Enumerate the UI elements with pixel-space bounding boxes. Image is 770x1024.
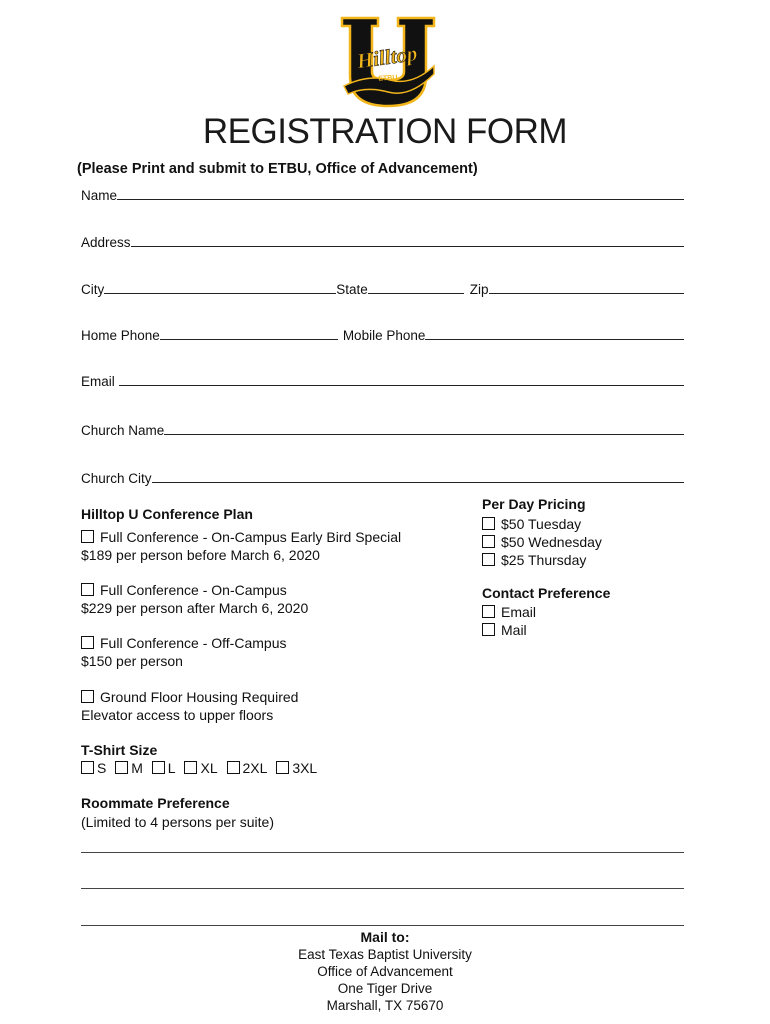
plan-title: Hilltop U Conference Plan (81, 506, 253, 522)
name-label: Name (81, 188, 118, 203)
email-field-row (81, 374, 684, 389)
church-name-field-row (81, 423, 684, 438)
plan-option (81, 581, 308, 617)
tshirt-title: T-Shirt Size (81, 742, 158, 758)
mail-address-line: Marshall, TX 75670 (326, 998, 444, 1013)
roommate-input-line[interactable] (81, 852, 684, 853)
checkbox[interactable] (115, 761, 128, 774)
plan-option-detail: Elevator access to upper floors (81, 707, 274, 723)
church-city-field-row (81, 471, 684, 486)
church-name-input-line[interactable] (164, 434, 684, 435)
tshirt-size-label: S (97, 760, 107, 776)
plan-option-label: Ground Floor Housing Required (100, 689, 299, 705)
tshirt-option (115, 760, 143, 776)
mobile-phone-label: Mobile Phone (342, 328, 426, 343)
tshirt-size-label: L (167, 760, 176, 776)
email-label: Email (81, 374, 115, 389)
tshirt-option (81, 760, 106, 776)
roommate-input-line[interactable] (81, 925, 684, 926)
hilltop-u-logo (338, 14, 438, 110)
per-day-option-label: $50 Wednesday (501, 534, 602, 550)
roommate-note: (Limited to 4 persons per suite) (81, 814, 274, 830)
address-input-line[interactable] (131, 246, 684, 247)
plan-option-label: Full Conference - On-Campus Early Bird Special (100, 529, 402, 545)
list-item (482, 551, 602, 569)
name-field-row (81, 188, 684, 203)
zip-input-line[interactable] (489, 293, 684, 294)
plan-option-detail: $150 per person (81, 653, 183, 669)
checkbox[interactable] (81, 636, 94, 649)
checkbox[interactable] (81, 690, 94, 703)
church-city-input-line[interactable] (152, 482, 684, 483)
city-state-zip-row (81, 282, 684, 297)
per-day-option-label: $25 Thursday (501, 552, 587, 568)
state-input-line[interactable] (368, 293, 464, 294)
phone-row (81, 328, 684, 343)
mobile-phone-input-line[interactable] (425, 339, 684, 340)
logo-script-text: Hilltop (355, 40, 419, 74)
contact-option-label: Email (501, 604, 537, 620)
tshirt-size-label: 2XL (242, 760, 268, 776)
checkbox[interactable] (482, 535, 495, 548)
list-item (482, 533, 602, 551)
checkbox[interactable] (81, 530, 94, 543)
checkbox[interactable] (152, 761, 165, 774)
checkbox[interactable] (81, 761, 94, 774)
list-item (482, 621, 536, 639)
checkbox[interactable] (482, 517, 495, 530)
list-item (482, 515, 602, 533)
plan-option (81, 688, 298, 724)
zip-label: Zip (469, 282, 489, 297)
plan-option (81, 528, 401, 564)
per-day-options (482, 515, 602, 569)
tshirt-size-label: 3XL (292, 760, 318, 776)
city-label: City (81, 282, 105, 297)
address-field-row (81, 235, 684, 250)
mail-address-line: Office of Advancement (317, 964, 453, 979)
tshirt-option (184, 760, 217, 776)
church-city-label: Church City (81, 471, 152, 486)
tshirt-size-label: M (131, 760, 143, 776)
plan-option (81, 634, 286, 670)
roommate-title: Roommate Preference (81, 795, 230, 811)
roommate-input-line[interactable] (81, 888, 684, 889)
mail-address-line: East Texas Baptist University (298, 947, 472, 962)
checkbox[interactable] (81, 583, 94, 596)
per-day-title: Per Day Pricing (482, 496, 586, 512)
plan-option-detail: $189 per person before March 6, 2020 (81, 547, 320, 563)
home-phone-input-line[interactable] (160, 339, 338, 340)
per-day-option-label: $50 Tuesday (501, 516, 582, 532)
city-input-line[interactable] (104, 293, 336, 294)
list-item (482, 603, 536, 621)
tshirt-size-label: XL (200, 760, 218, 776)
plan-option-detail: $229 per person after March 6, 2020 (81, 600, 309, 616)
checkbox[interactable] (482, 623, 495, 636)
form-subtitle: (Please Print and submit to ETBU, Office of Advancement) (77, 161, 478, 177)
form-title: REGISTRATION FORM (202, 112, 568, 151)
checkbox[interactable] (184, 761, 197, 774)
checkbox[interactable] (227, 761, 240, 774)
home-phone-label: Home Phone (81, 328, 160, 343)
church-name-label: Church Name (81, 423, 165, 438)
tshirt-option (227, 760, 268, 776)
mail-to-heading: Mail to: (360, 929, 410, 945)
contact-options (482, 603, 536, 639)
tshirt-sizes (81, 760, 322, 776)
contact-option-label: Mail (501, 622, 527, 638)
checkbox[interactable] (276, 761, 289, 774)
email-input-line[interactable] (119, 385, 684, 386)
plan-option-label: Full Conference - Off-Campus (100, 635, 287, 651)
address-label: Address (81, 235, 131, 250)
contact-title: Contact Preference (482, 585, 611, 601)
name-input-line[interactable] (117, 199, 684, 200)
plan-option-label: Full Conference - On-Campus (100, 582, 287, 598)
checkbox[interactable] (482, 605, 495, 618)
mail-to-block (0, 929, 770, 1014)
checkbox[interactable] (482, 553, 495, 566)
logo-ribbon-text: ETBU (378, 74, 398, 83)
state-label: State (336, 282, 368, 297)
tshirt-option (276, 760, 317, 776)
mail-address-line: One Tiger Drive (337, 981, 433, 996)
tshirt-option (152, 760, 176, 776)
